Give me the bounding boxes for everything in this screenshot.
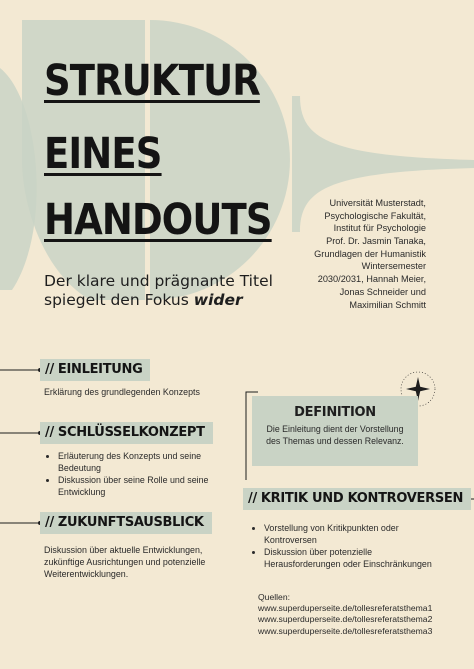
heading-kritik — [243, 488, 471, 510]
zukunft-text: Diskussion über aktuelle Entwicklungen, zukünftige Ausrichtungen und potenzielle Weiterentwicklungen. — [44, 545, 206, 580]
title-line-3: HANDOUTS — [44, 195, 272, 245]
meta-line: Institut für Psychologie — [333, 223, 426, 234]
list-item: • Vorstellung von Kritikpunkten oder Kontroversen — [264, 522, 434, 546]
heading-slash: // — [45, 425, 54, 440]
kritik-list — [250, 522, 434, 570]
heading-slash: // — [45, 515, 54, 530]
sources-label: Quellen: — [258, 592, 291, 602]
subtitle-emphasis: wider — [193, 290, 243, 309]
einleitung-text: Erklärung des grundlegenden Konzepts — [44, 387, 200, 397]
heading-zukunftsausblick — [40, 512, 212, 534]
subtitle — [44, 272, 294, 310]
subtitle-text: Der klare und prägnante Titel spiegelt den Fokus — [44, 272, 273, 309]
source-link[interactable]: www.superduperseite.de/tollesreferatsthema1 — [258, 603, 433, 614]
title-line-1: STRUKTUR — [44, 56, 260, 106]
heading-slash: // — [248, 491, 257, 506]
meta-line: 2030/2031, Hannah Meier, — [317, 274, 426, 285]
meta-line: Universität Musterstadt, — [329, 198, 426, 208]
meta-line: Jonas Schneider und — [339, 286, 426, 297]
meta-line: Maximilian Schmitt — [349, 299, 426, 310]
list-item: • Diskussion über potenzielle Herausforderungen oder Einschränkungen — [264, 546, 434, 570]
heading-einleitung — [40, 359, 150, 381]
definition-text: Die Einleitung dient der Vorstellung des Themas und dessen Relevanz. — [266, 424, 404, 446]
heading-text: SCHLÜSSELKONZEPT — [57, 425, 205, 440]
list-item: • Erläuterung des Konzepts und seine Bedeutung — [58, 450, 236, 474]
heading-text: EINLEITUNG — [57, 362, 143, 377]
author-info — [276, 197, 426, 311]
definition-box — [252, 396, 418, 466]
meta-line: Grundlagen der Humanistik — [314, 248, 426, 259]
definition-heading: DEFINITION — [294, 405, 376, 420]
heading-text: ZUKUNFTSAUSBLICK — [57, 515, 204, 530]
meta-line: Wintersemester — [361, 261, 426, 272]
source-link[interactable]: www.superduperseite.de/tollesreferatsthema2 — [258, 614, 433, 625]
title-line-2: EINES — [44, 129, 162, 179]
list-item: • Diskussion über seine Rolle und seine Entwicklung — [58, 474, 236, 498]
schluessel-list — [44, 450, 236, 498]
heading-text: KRITIK UND KONTROVERSEN — [260, 491, 464, 506]
meta-line: Psychologische Fakultät, — [324, 210, 426, 221]
source-link[interactable]: www.superduperseite.de/tollesreferatsthema3 — [258, 625, 433, 636]
meta-line: Prof. Dr. Jasmin Tanaka, — [326, 236, 426, 247]
heading-schluesselkonzept — [40, 422, 213, 444]
heading-slash: // — [45, 362, 54, 377]
sources — [258, 592, 432, 637]
